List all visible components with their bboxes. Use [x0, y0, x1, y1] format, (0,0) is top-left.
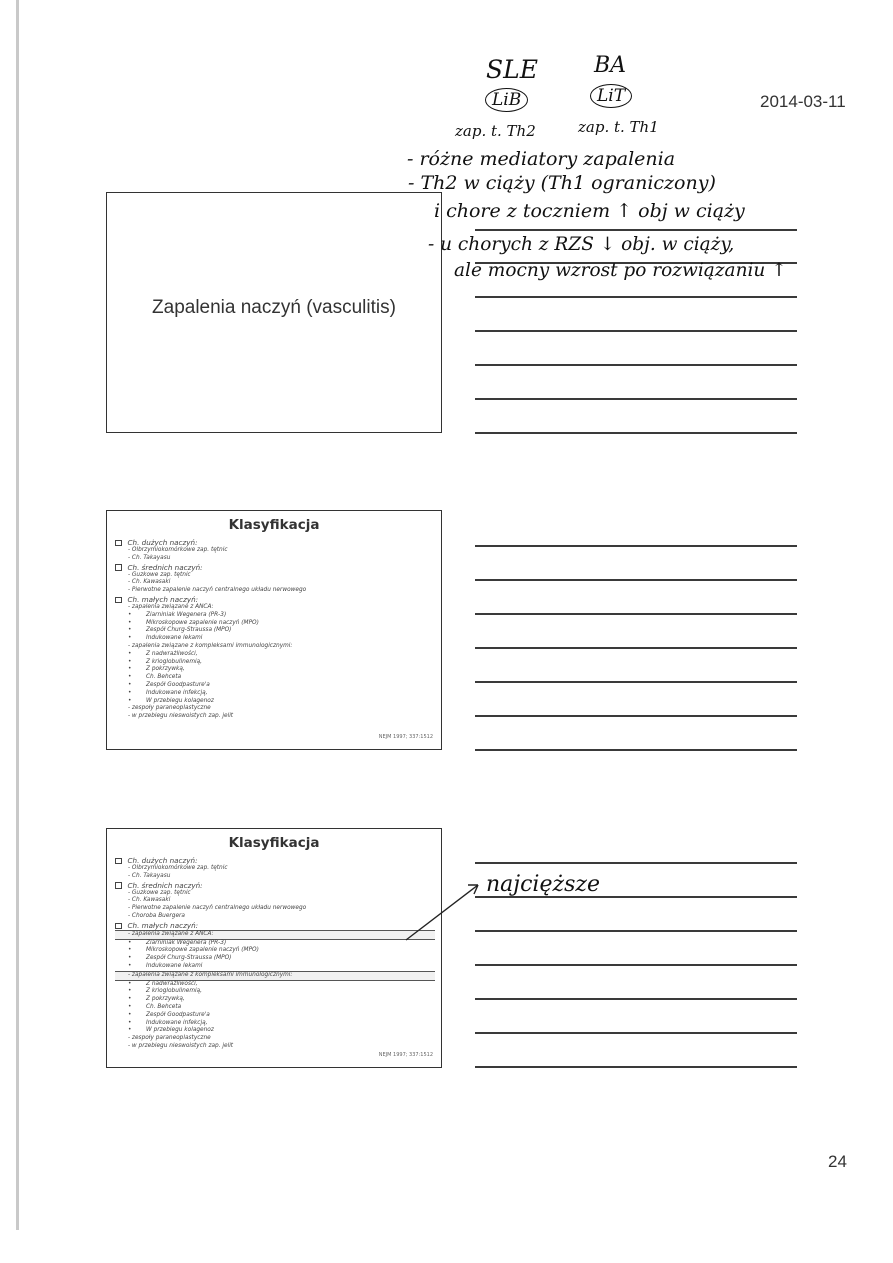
checkbox-bullet-icon: [115, 540, 122, 547]
note-line: [475, 432, 797, 434]
bullet-item-text: Ziarniniak Wegenera (PR-3): [146, 939, 227, 946]
bullet-item-text: Zespół Churg-Straussa (MPO): [146, 955, 232, 962]
page-date: 2014-03-11: [760, 92, 846, 111]
subcategory-line: - Ch. Kawasaki: [128, 579, 171, 586]
classification-list: [115, 538, 435, 721]
bullet-item-text: Ch. Behceta: [146, 1003, 182, 1010]
subcategory-line: - zespoły paraneoplastyczne: [128, 1035, 211, 1042]
subcategory-line: - w przebiegu nieswoistych zap. jelit: [128, 1042, 234, 1049]
bullet-item-text: Z nadwrażliwości,: [146, 650, 198, 657]
bullet-item: [115, 682, 435, 690]
category-text: Ch. dużych naczyń:: [127, 856, 198, 865]
note-line: [475, 998, 797, 1000]
subcategory-line: - Olbrzymiokomórkowe zap. tętnic: [128, 547, 228, 553]
subcategory-line: - Ch. Takayasu: [128, 872, 171, 879]
category-line: [115, 881, 435, 890]
note-line-3: i chore z toczniem ↑ obj w ciąży: [434, 200, 745, 222]
subcategory-line: - Olbrzymiokomórkowe zap. tętnic: [128, 865, 228, 871]
category-text: Ch. małych naczyń:: [127, 594, 199, 604]
subcategory-line: - Ch. Takayasu: [128, 554, 171, 561]
bullet-item: [115, 996, 435, 1004]
note-line: [475, 229, 797, 231]
bullet-item-text: Z nadwrażliwości,: [146, 980, 198, 987]
bullet-item: [115, 1027, 435, 1035]
bullet-item: [115, 1004, 435, 1012]
bullet-item-text: W przebiegu kolagenoz: [146, 697, 214, 704]
note-ba-circled: LiT: [590, 84, 632, 108]
note-line: [475, 862, 797, 864]
bullet-item: [115, 651, 435, 659]
bullet-item-text: Z pokrzywką,: [146, 666, 185, 673]
bullet-item-text: Zespół Goodpasture'a: [146, 681, 210, 688]
slide-heading: Klasyfikacja: [228, 517, 320, 533]
bullet-item: [115, 963, 435, 971]
note-ba-caption: zap. t. Th1: [578, 118, 659, 136]
note-line: [475, 1032, 797, 1034]
note-line: [475, 364, 797, 366]
slide-title: Zapalenia naczyń (vasculitis): [152, 297, 396, 318]
note-ba: BA: [594, 53, 627, 78]
note-line: [475, 647, 797, 649]
bullet-item: [115, 955, 435, 963]
checkbox-bullet-icon: [115, 597, 122, 604]
subcategory-line: - zapalenia związane z ANCA:: [115, 930, 435, 940]
checkbox-bullet-icon: [115, 923, 122, 930]
bullet-item: [115, 988, 435, 996]
bullet-item: [115, 674, 435, 682]
note-line: [475, 545, 797, 547]
bullet-item-text: Z krioglobulinemią,: [146, 988, 203, 995]
note-line: [475, 964, 797, 966]
bullet-item-text: W przebiegu kolagenoz: [146, 1027, 214, 1034]
checkbox-bullet-icon: [115, 564, 122, 571]
bullet-item: [115, 698, 435, 706]
bullet-item-text: Z pokrzywką,: [146, 996, 185, 1003]
note-line-5: ale mocny wzrost po rozwiązaniu ↑: [454, 260, 787, 281]
bullet-item-text: Indukowane infekcją,: [146, 689, 208, 696]
bullet-item-text: Mikroskopowe zapalenie naczyń (MPO): [146, 619, 259, 626]
note-sle: SLE: [486, 55, 538, 84]
slide-reference: NEJM 1997; 337:1512: [378, 1052, 433, 1058]
note-line: [475, 296, 797, 298]
slide-reference: NEJM 1997; 337:1512: [378, 734, 433, 740]
slide-classification-annotated: [106, 828, 442, 1068]
bullet-item: [115, 981, 435, 989]
note-line: [475, 715, 797, 717]
category-text: Ch. średnich naczyń:: [127, 562, 203, 572]
category-line: [115, 538, 435, 547]
note-line: [475, 1066, 797, 1068]
subcategory-line: - w przebiegu nieswoistych zap. jelit: [128, 713, 234, 720]
category-line: [115, 595, 435, 604]
bullet-item-text: Indukowane infekcją,: [146, 1019, 208, 1026]
bullet-item-text: Ch. Behceta: [146, 674, 182, 681]
bullet-item-text: Indukowane lekami: [146, 635, 203, 642]
note-line-2: - Th2 w ciąży (Th1 ograniczony): [408, 172, 716, 194]
bullet-item-text: Indukowane lekami: [146, 962, 203, 969]
bullet-item: [115, 666, 435, 674]
subcategory-line: - Guzkowe zap. tętnic: [128, 571, 191, 578]
bullet-item: [115, 627, 435, 635]
subcategory-line: - Pierwotne zapalenie naczyń centralnego układu nerwowego: [128, 587, 307, 594]
note-najciezsze: najcięższe: [486, 872, 600, 897]
bullet-item: [115, 947, 435, 955]
bullet-item-text: Zespół Churg-Straussa (MPO): [146, 627, 232, 634]
note-line: [475, 681, 797, 683]
scan-left-edge: [16, 0, 19, 1230]
category-line: [115, 921, 435, 930]
note-line: [475, 330, 797, 332]
slide-heading: Klasyfikacja: [228, 835, 320, 851]
category-text: Ch. średnich naczyń:: [127, 880, 203, 890]
slide-classification: [106, 510, 442, 750]
bullet-item: [115, 659, 435, 667]
note-line: [475, 579, 797, 581]
note-line: [475, 930, 797, 932]
slide-title-vasculitis: [106, 192, 442, 433]
subcategory-line: - zapalenia związane z kompleksami immunologicznymi:: [128, 642, 293, 649]
subcategory-line: - zapalenia związane z ANCA:: [128, 603, 214, 610]
category-text: Ch. dużych naczyń:: [127, 538, 198, 547]
subcategory-line: - Guzkowe zap. tętnic: [128, 889, 191, 896]
category-line: [115, 856, 435, 865]
note-line-4: - u chorych z RZS ↓ obj. w ciąży,: [428, 234, 735, 255]
category-text: Ch. małych naczyń:: [127, 920, 199, 930]
bullet-item-text: Mikroskopowe zapalenie naczyń (MPO): [146, 947, 259, 954]
bullet-item: [115, 1020, 435, 1028]
page-number: 24: [828, 1152, 847, 1171]
checkbox-bullet-icon: [115, 858, 122, 865]
bullet-item: [115, 612, 435, 620]
note-sle-caption: zap. t. Th2: [455, 122, 536, 140]
subcategory-line: - Choroba Buergera: [128, 912, 185, 919]
note-line: [475, 398, 797, 400]
bullet-item: [115, 1012, 435, 1020]
subcategory-line: - Ch. Kawasaki: [128, 897, 171, 904]
note-line-1: - różne mediatory zapalenia: [407, 148, 676, 170]
classification-list: [115, 856, 435, 1051]
subcategory-line: - zapalenia związane z kompleksami immunologicznymi:: [115, 971, 435, 981]
subcategory-line: - zespoły paraneoplastyczne: [128, 705, 211, 712]
checkbox-bullet-icon: [115, 882, 122, 889]
bullet-item: [115, 690, 435, 698]
note-line: [475, 613, 797, 615]
bullet-item-text: Ziarniniak Wegenera (PR-3): [146, 611, 227, 618]
note-sle-circled: LiB: [485, 88, 528, 112]
subcategory-line: - Pierwotne zapalenie naczyń centralnego układu nerwowego: [128, 905, 307, 912]
bullet-item: [115, 635, 435, 643]
bullet-item-text: Zespół Goodpasture'a: [146, 1011, 210, 1018]
bullet-item-text: Z krioglobulinemią,: [146, 658, 203, 665]
note-line: [475, 749, 797, 751]
category-line: [115, 563, 435, 572]
